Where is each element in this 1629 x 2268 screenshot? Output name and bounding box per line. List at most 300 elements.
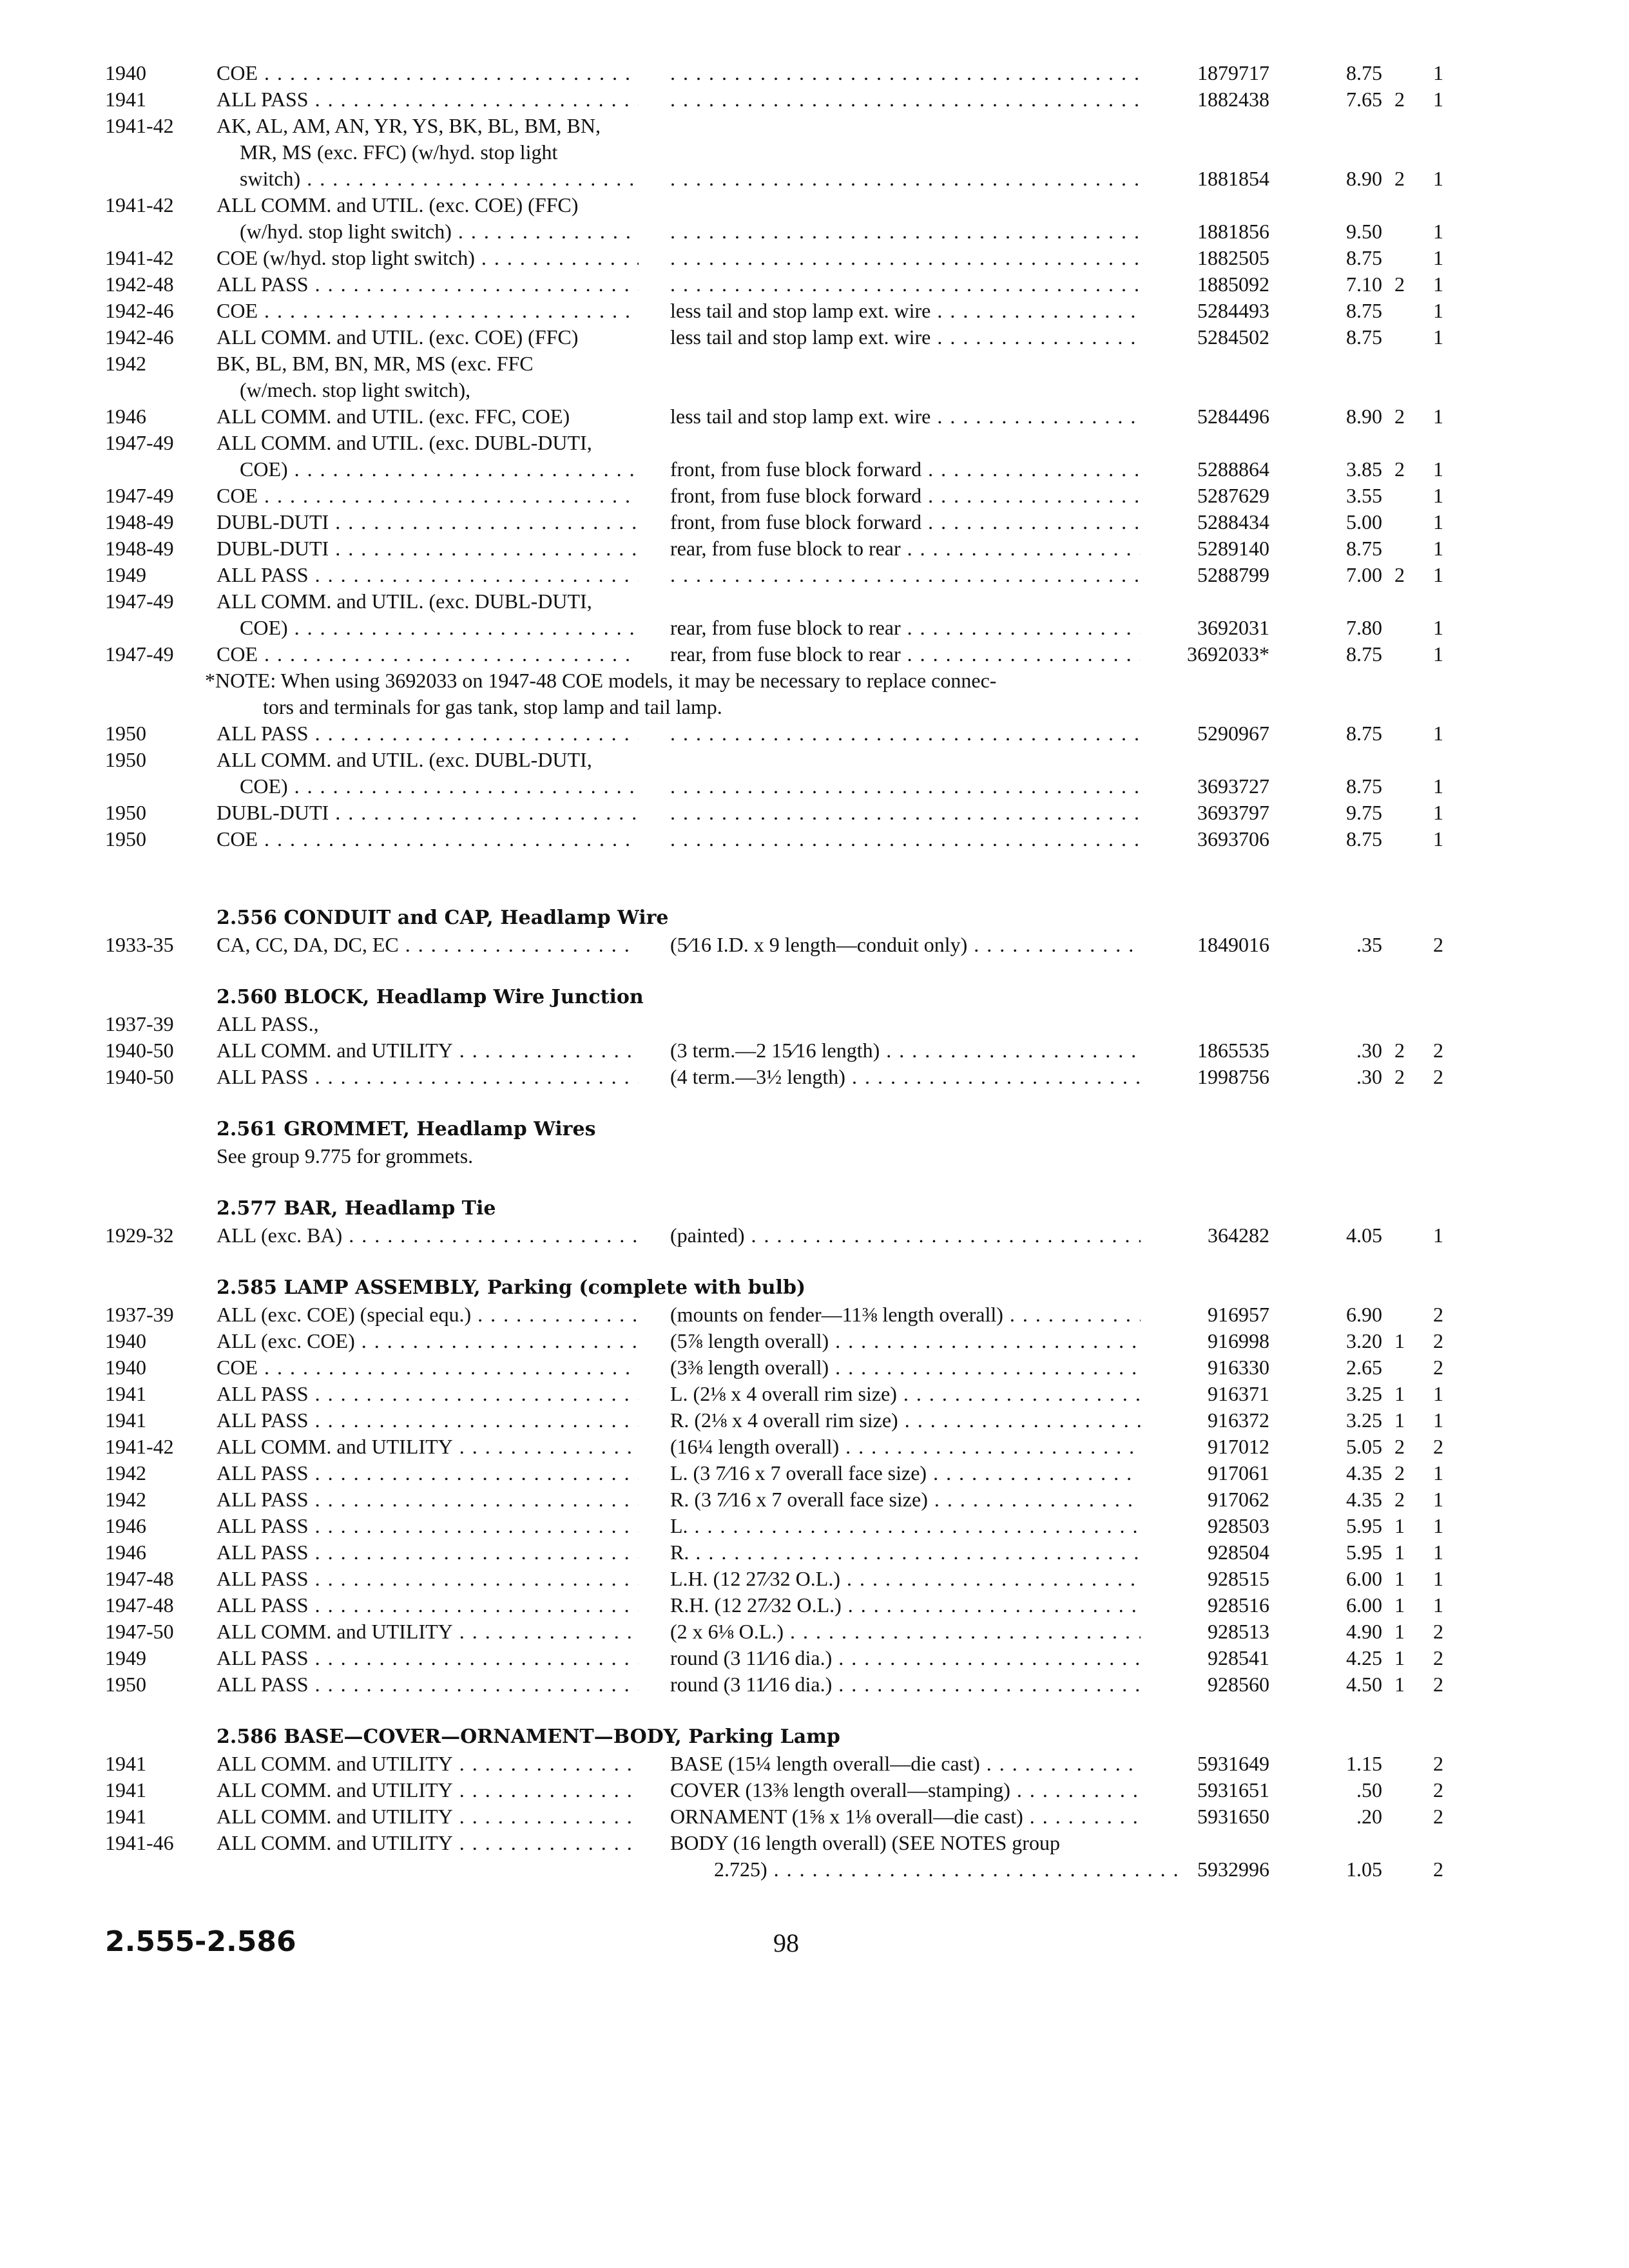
quantity-a: 2	[1394, 1039, 1405, 1062]
model-year: 1947-48	[105, 1567, 174, 1590]
list-price: 5.05	[1346, 1435, 1382, 1458]
model-year: 1947-49	[105, 484, 174, 507]
table-row	[0, 1829, 1629, 1856]
quantity-b: 1	[1433, 1224, 1443, 1247]
model-applicability: ALL (exc. COE) (special equ.) . . .	[217, 1301, 639, 1328]
model-year: 1941	[105, 1408, 146, 1432]
quantity-b: 2	[1433, 1858, 1443, 1881]
blank-line	[0, 1169, 1629, 1196]
list-price: 4.50	[1346, 1673, 1382, 1696]
part-description: front, from fuse block forward . . .	[670, 508, 1141, 535]
table-row	[0, 1327, 1629, 1354]
blank-line	[0, 878, 1629, 905]
part-number: 928503	[1208, 1514, 1269, 1537]
part-number: 5287629	[1197, 484, 1269, 507]
list-price: 4.05	[1346, 1224, 1382, 1247]
model-applicability: ALL PASS.,	[217, 1012, 319, 1035]
list-price: 3.20	[1346, 1329, 1382, 1352]
list-price: 3.85	[1346, 457, 1382, 481]
part-number: 928513	[1208, 1620, 1269, 1643]
part-description: L. (2⅛ x 4 overall rim size) . . .	[670, 1380, 1141, 1407]
model-year: 1937-39	[105, 1012, 174, 1035]
model-applicability: (w/hyd. stop light switch) . . .	[240, 218, 639, 245]
model-applicability: ALL PASS . . .	[217, 1565, 639, 1592]
model-applicability: switch) . . .	[240, 165, 639, 192]
part-description	[670, 271, 1141, 298]
model-applicability: ALL PASS . . .	[217, 1486, 639, 1513]
list-price: 8.75	[1346, 299, 1382, 322]
quantity-a: 1	[1394, 1514, 1405, 1537]
model-year: 1940-50	[105, 1039, 174, 1062]
part-description: (mounts on fender—11⅜ length overall) . . .	[670, 1301, 1141, 1328]
quantity-b: 1	[1433, 273, 1443, 296]
part-description	[670, 165, 1141, 192]
part-number: 928541	[1208, 1646, 1269, 1669]
quantity-a: 2	[1394, 273, 1405, 296]
part-description	[670, 244, 1141, 271]
section-heading	[0, 1274, 1629, 1302]
table-row	[0, 1433, 1629, 1460]
list-price: 5.95	[1346, 1514, 1382, 1537]
quantity-b: 1	[1433, 510, 1443, 533]
list-price: 7.65	[1346, 88, 1382, 111]
table-row	[0, 271, 1629, 298]
quantity-b: 2	[1433, 1065, 1443, 1088]
table-row	[0, 1486, 1629, 1513]
model-applicability: ALL PASS . . .	[217, 720, 639, 747]
table-row	[0, 323, 1629, 351]
part-number: 917061	[1208, 1461, 1269, 1485]
table-row	[0, 1539, 1629, 1566]
part-description: BASE (15¼ length overall—die cast) . . .	[670, 1750, 1141, 1777]
quantity-b: 1	[1433, 1567, 1443, 1590]
list-price: 6.00	[1346, 1593, 1382, 1617]
model-year: 1929-32	[105, 1224, 174, 1247]
part-description: (5⁄16 I.D. x 9 length—conduit only) . . .	[670, 931, 1141, 958]
table-row	[0, 825, 1629, 852]
list-price: 7.00	[1346, 563, 1382, 586]
part-description: ORNAMENT (1⅝ x 1⅛ overall—die cast) . . .	[670, 1803, 1141, 1830]
table-row	[0, 297, 1629, 324]
model-applicability: ALL PASS . . .	[217, 561, 639, 588]
table-row	[0, 244, 1629, 271]
model-year: 1948-49	[105, 510, 174, 533]
list-price: 2.65	[1346, 1356, 1382, 1379]
part-number: 928560	[1208, 1673, 1269, 1696]
table-row	[0, 535, 1629, 562]
section-range-footer: 2.555-2.586	[105, 1925, 296, 1958]
model-year: 1941	[105, 1382, 146, 1405]
model-applicability: ALL COMM. and UTIL. (exc. DUBL-DUTI,	[217, 590, 592, 613]
list-price: 8.75	[1346, 537, 1382, 560]
table-row	[0, 59, 1629, 86]
part-description: (16¼ length overall) . . .	[670, 1433, 1141, 1460]
section-heading	[0, 1195, 1629, 1222]
part-number: 928516	[1208, 1593, 1269, 1617]
quantity-b: 1	[1433, 563, 1443, 586]
part-description	[670, 561, 1141, 588]
quantity-a: 1	[1394, 1593, 1405, 1617]
model-applicability: ALL (exc. COE) . . .	[217, 1327, 639, 1354]
model-applicability: ALL COMM. and UTIL. (exc. COE) (FFC)	[217, 325, 579, 349]
model-applicability: ALL COMM. and UTILITY . . .	[217, 1803, 639, 1830]
list-price: 9.75	[1346, 801, 1382, 824]
table-row	[0, 614, 1629, 641]
table-row	[0, 773, 1629, 800]
model-applicability: ALL PASS . . .	[217, 1539, 639, 1566]
model-year: 1940-50	[105, 1065, 174, 1088]
list-price: 8.75	[1346, 642, 1382, 666]
model-applicability: ALL COMM. and UTILITY . . .	[217, 1433, 639, 1460]
table-row	[0, 1591, 1629, 1619]
table-row	[0, 350, 1629, 377]
table-row	[0, 1222, 1629, 1249]
part-number: 1882438	[1197, 88, 1269, 111]
table-row	[0, 1565, 1629, 1592]
list-price: 1.15	[1346, 1752, 1382, 1775]
list-price: .35	[1356, 933, 1382, 956]
table-row	[0, 1037, 1629, 1064]
quantity-b: 1	[1433, 220, 1443, 243]
list-price: 7.80	[1346, 616, 1382, 639]
footnote-text: *NOTE: When using 3692033 on 1947-48 COE models, it may be necessary to replace connec-	[205, 669, 997, 692]
table-row	[0, 1618, 1629, 1645]
list-price: 8.75	[1346, 325, 1382, 349]
part-number: 5931651	[1197, 1778, 1269, 1802]
part-number: 916957	[1208, 1303, 1269, 1326]
section-heading	[0, 984, 1629, 1011]
quantity-b: 2	[1433, 1778, 1443, 1802]
quantity-b: 2	[1433, 1620, 1443, 1643]
quantity-b: 1	[1433, 1488, 1443, 1511]
part-number: 1879717	[1197, 61, 1269, 84]
model-year: 1940	[105, 61, 146, 84]
model-applicability: ALL COMM. and UTILITY . . .	[217, 1776, 639, 1803]
list-price: 3.25	[1346, 1408, 1382, 1432]
model-year: 1942	[105, 1488, 146, 1511]
quantity-a: 2	[1394, 1435, 1405, 1458]
table-row	[0, 1856, 1629, 1883]
model-year: 1949	[105, 563, 146, 586]
quantity-a: 2	[1394, 1488, 1405, 1511]
list-price: 6.90	[1346, 1303, 1382, 1326]
quantity-b: 2	[1433, 1646, 1443, 1669]
quantity-a: 1	[1394, 1408, 1405, 1432]
part-description: L.H. (12 27⁄32 O.L.) . . .	[670, 1565, 1141, 1592]
quantity-b: 1	[1433, 325, 1443, 349]
quantity-a: 2	[1394, 405, 1405, 428]
footnote	[0, 667, 1629, 694]
model-applicability: ALL PASS . . .	[217, 1380, 639, 1407]
model-year: 1942	[105, 352, 146, 375]
part-description: less tail and stop lamp ext. wire . . .	[670, 297, 1141, 324]
part-number: 1998756	[1197, 1065, 1269, 1088]
quantity-a: 1	[1394, 1329, 1405, 1352]
model-year: 1950	[105, 801, 146, 824]
model-applicability: ALL COMM. and UTILITY . . .	[217, 1829, 639, 1856]
model-applicability: CA, CC, DA, DC, EC . . .	[217, 931, 639, 958]
quantity-b: 2	[1433, 1039, 1443, 1062]
table-row	[0, 720, 1629, 747]
model-year: 1940	[105, 1329, 146, 1352]
quantity-b: 1	[1433, 827, 1443, 850]
model-year: 1942-46	[105, 325, 174, 349]
list-price: 8.75	[1346, 722, 1382, 745]
model-year: 1947-48	[105, 1593, 174, 1617]
part-description: (4 term.—3½ length) . . .	[670, 1063, 1141, 1090]
table-row	[0, 86, 1629, 113]
model-year: 1942	[105, 1461, 146, 1485]
model-applicability: ALL PASS . . .	[217, 1407, 639, 1434]
table-row	[0, 588, 1629, 615]
model-year: 1941-42	[105, 193, 174, 216]
section-title: 2.561 GROMMET, Headlamp Wires	[217, 1118, 596, 1140]
part-description	[670, 825, 1141, 852]
part-number: 5290967	[1197, 722, 1269, 745]
part-number: 5284493	[1197, 299, 1269, 322]
table-row	[0, 429, 1629, 456]
part-number: 364282	[1208, 1224, 1269, 1247]
model-year: 1946	[105, 1541, 146, 1564]
section-heading	[0, 1116, 1629, 1143]
model-applicability: ALL COMM. and UTIL. (exc. COE) (FFC)	[217, 193, 579, 216]
table-row	[0, 746, 1629, 773]
table-row	[0, 456, 1629, 483]
part-number: 5284496	[1197, 405, 1269, 428]
model-year: 1937-39	[105, 1303, 174, 1326]
part-description: rear, from fuse block to rear . . .	[670, 640, 1141, 668]
quantity-b: 1	[1433, 246, 1443, 269]
list-price: 5.95	[1346, 1541, 1382, 1564]
quantity-b: 1	[1433, 299, 1443, 322]
part-description: R.H. (12 27⁄32 O.L.) . . .	[670, 1591, 1141, 1619]
part-number: 916998	[1208, 1329, 1269, 1352]
list-price: 4.35	[1346, 1461, 1382, 1485]
quantity-a: 1	[1394, 1673, 1405, 1696]
model-applicability: ALL COMM. and UTIL. (exc. DUBL-DUTI,	[217, 431, 592, 454]
table-row	[0, 403, 1629, 430]
part-number: 1865535	[1197, 1039, 1269, 1062]
model-year: 1941-42	[105, 246, 174, 269]
model-applicability: COE . . .	[217, 825, 639, 852]
quantity-b: 2	[1433, 1673, 1443, 1696]
quantity-b: 2	[1433, 1752, 1443, 1775]
list-price: 6.00	[1346, 1567, 1382, 1590]
model-applicability: COE) . . .	[240, 456, 639, 483]
model-year: 1950	[105, 722, 146, 745]
list-price: 8.90	[1346, 405, 1382, 428]
part-description: rear, from fuse block to rear . . .	[670, 535, 1141, 562]
part-description: BODY (16 length overall) (SEE NOTES group	[670, 1831, 1060, 1854]
part-number: 3693727	[1197, 774, 1269, 798]
list-price: .30	[1356, 1065, 1382, 1088]
part-number: 5288864	[1197, 457, 1269, 481]
quantity-b: 1	[1433, 722, 1443, 745]
part-description	[670, 59, 1141, 86]
part-description	[670, 720, 1141, 747]
list-price: 3.55	[1346, 484, 1382, 507]
blank-line	[0, 852, 1629, 879]
part-number: 917012	[1208, 1435, 1269, 1458]
model-applicability: ALL COMM. and UTIL. (exc. FFC, COE)	[217, 405, 570, 428]
part-number: 916372	[1208, 1408, 1269, 1432]
quantity-a: 1	[1394, 1567, 1405, 1590]
footnote-text: tors and terminals for gas tank, stop lamp and tail lamp.	[263, 695, 722, 718]
model-applicability: ALL PASS . . .	[217, 1671, 639, 1698]
quantity-b: 2	[1433, 933, 1443, 956]
model-year: 1950	[105, 1673, 146, 1696]
table-row	[0, 1354, 1629, 1381]
part-number: 5289140	[1197, 537, 1269, 560]
part-number: 5288799	[1197, 563, 1269, 586]
part-description	[670, 799, 1141, 826]
part-description: (painted) . . .	[670, 1222, 1141, 1249]
part-number: 5931649	[1197, 1752, 1269, 1775]
part-description	[670, 218, 1141, 245]
table-row	[0, 218, 1629, 245]
model-applicability: MR, MS (exc. FFC) (w/hyd. stop light	[240, 140, 558, 164]
part-number: 5931650	[1197, 1805, 1269, 1828]
table-row	[0, 191, 1629, 218]
model-applicability: COE . . .	[217, 482, 639, 509]
part-description	[670, 86, 1141, 113]
list-price: 8.75	[1346, 61, 1382, 84]
quantity-b: 1	[1433, 1408, 1443, 1432]
quantity-b: 1	[1433, 616, 1443, 639]
list-price: 8.90	[1346, 167, 1382, 190]
table-row	[0, 1644, 1629, 1671]
model-year: 1946	[105, 1514, 146, 1537]
blank-line	[0, 957, 1629, 985]
blank-line	[0, 1248, 1629, 1275]
quantity-b: 1	[1433, 642, 1443, 666]
part-description: (3⅜ length overall) . . .	[670, 1354, 1141, 1381]
model-applicability: COE . . .	[217, 640, 639, 668]
quantity-b: 1	[1433, 457, 1443, 481]
table-row	[0, 508, 1629, 535]
quantity-b: 1	[1433, 1541, 1443, 1564]
table-row	[0, 931, 1629, 958]
section-heading	[0, 1724, 1629, 1751]
model-year: 1941-42	[105, 1435, 174, 1458]
list-price: .50	[1356, 1778, 1382, 1802]
table-row	[0, 1459, 1629, 1486]
quantity-b: 1	[1433, 774, 1443, 798]
model-applicability: COE) . . .	[240, 773, 639, 800]
model-year: 1941	[105, 1752, 146, 1775]
model-year: 1942-46	[105, 299, 174, 322]
list-price: 1.05	[1346, 1858, 1382, 1881]
list-price: 8.75	[1346, 246, 1382, 269]
part-description: R. (3 7⁄16 x 7 overall face size) . . .	[670, 1486, 1141, 1513]
model-year: 1950	[105, 748, 146, 771]
part-description: front, from fuse block forward . . .	[670, 482, 1141, 509]
list-price: 3.25	[1346, 1382, 1382, 1405]
quantity-a: 1	[1394, 1382, 1405, 1405]
table-row	[0, 112, 1629, 139]
model-year: 1947-50	[105, 1620, 174, 1643]
table-row	[0, 640, 1629, 668]
quantity-a: 2	[1394, 1461, 1405, 1485]
section-title: 2.585 LAMP ASSEMBLY, Parking (complete with bulb)	[217, 1276, 806, 1299]
model-applicability: ALL PASS . . .	[217, 86, 639, 113]
model-applicability: COE . . .	[217, 297, 639, 324]
list-price: 9.50	[1346, 220, 1382, 243]
table-row	[0, 1671, 1629, 1698]
model-applicability: ALL (exc. BA) . . .	[217, 1222, 639, 1249]
table-row	[0, 1063, 1629, 1090]
quantity-a: 2	[1394, 167, 1405, 190]
model-year: 1941-42	[105, 114, 174, 137]
quantity-b: 1	[1433, 1382, 1443, 1405]
model-year: 1941	[105, 1778, 146, 1802]
part-description: less tail and stop lamp ext. wire . . .	[670, 323, 1141, 351]
quantity-b: 1	[1433, 167, 1443, 190]
model-applicability: DUBL-DUTI . . .	[217, 535, 639, 562]
model-applicability: COE (w/hyd. stop light switch) . . .	[217, 244, 639, 271]
list-price: 7.10	[1346, 273, 1382, 296]
table-row	[0, 799, 1629, 826]
part-number: 5284502	[1197, 325, 1269, 349]
table-row	[0, 1301, 1629, 1328]
model-year: 1941-46	[105, 1831, 174, 1854]
model-applicability: ALL COMM. and UTILITY . . .	[217, 1618, 639, 1645]
quantity-b: 1	[1433, 1461, 1443, 1485]
part-number: 916371	[1208, 1382, 1269, 1405]
quantity-a: 1	[1394, 1620, 1405, 1643]
section-title: 2.586 BASE—COVER—ORNAMENT—BODY, Parking Lamp	[217, 1725, 840, 1748]
part-number: 1885092	[1197, 273, 1269, 296]
quantity-b: 1	[1433, 61, 1443, 84]
model-applicability: ALL PASS . . .	[217, 1591, 639, 1619]
list-price: 5.00	[1346, 510, 1382, 533]
part-description: COVER (13⅜ length overall—stamping) . . .	[670, 1776, 1141, 1803]
quantity-a: 1	[1394, 1541, 1405, 1564]
section-title: 2.577 BAR, Headlamp Tie	[217, 1197, 496, 1220]
model-applicability: COE . . .	[217, 1354, 639, 1381]
table-row	[0, 482, 1629, 509]
part-description: (2 x 6⅛ O.L.) . . .	[670, 1618, 1141, 1645]
blank-line	[0, 1090, 1629, 1117]
model-year: 1947-49	[105, 642, 174, 666]
model-year: 1946	[105, 405, 146, 428]
quantity-b: 1	[1433, 484, 1443, 507]
model-applicability: BK, BL, BM, BN, MR, MS (exc. FFC	[217, 352, 534, 375]
quantity-b: 1	[1433, 801, 1443, 824]
part-number: 1849016	[1197, 933, 1269, 956]
table-row	[0, 139, 1629, 166]
list-price: 8.75	[1346, 827, 1382, 850]
part-description: R. . . .	[670, 1539, 1141, 1566]
quantity-b: 1	[1433, 1514, 1443, 1537]
quantity-a: 2	[1394, 88, 1405, 111]
quantity-b: 1	[1433, 1593, 1443, 1617]
part-description: L. . . .	[670, 1512, 1141, 1539]
table-row	[0, 561, 1629, 588]
quantity-b: 2	[1433, 1329, 1443, 1352]
part-number: 928515	[1208, 1567, 1269, 1590]
model-year: 1941	[105, 88, 146, 111]
quantity-a: 2	[1394, 457, 1405, 481]
model-applicability: ALL PASS . . .	[217, 1459, 639, 1486]
model-year: 1942-48	[105, 273, 174, 296]
table-row	[0, 376, 1629, 403]
part-number: 928504	[1208, 1541, 1269, 1564]
quantity-b: 2	[1433, 1805, 1443, 1828]
table-row	[0, 1380, 1629, 1407]
table-row	[0, 1776, 1629, 1803]
part-description: (5⅞ length overall) . . .	[670, 1327, 1141, 1354]
